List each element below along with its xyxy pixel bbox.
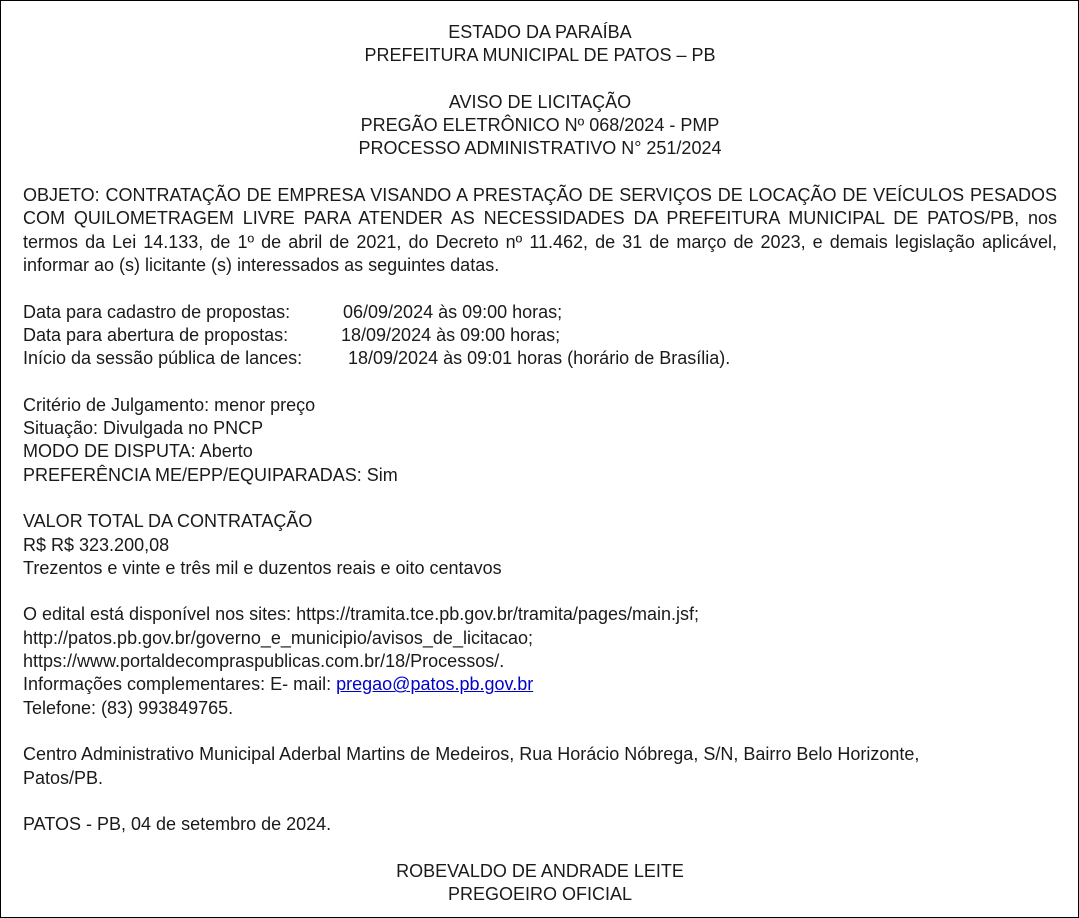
- process-number: PROCESSO ADMINISTRATIVO N° 251/2024: [358, 138, 722, 159]
- date-label: Data para abertura de propostas:: [23, 324, 289, 345]
- signature-block: [23, 860, 1057, 907]
- notice-header: [23, 21, 1057, 161]
- sites-line: O edital está disponível nos sites: https://tramita.tce.pb.gov.br/tramita/pages/main.jsf;: [23, 604, 699, 625]
- criteria-section: [23, 394, 1057, 487]
- date-value: 06/09/2024 às 09:00 horas;: [343, 301, 563, 322]
- signer-name: ROBEVALDO DE ANDRADE LEITE: [396, 860, 684, 881]
- date-row: [23, 347, 1057, 370]
- email-link[interactable]: pregao@patos.pb.gov.br: [336, 674, 534, 695]
- date-label: Data para cadastro de propostas:: [23, 301, 291, 322]
- dispute-mode: MODO DE DISPUTA: Aberto: [23, 441, 253, 462]
- judgment-criterion: Critério de Julgamento: menor preço: [23, 394, 316, 415]
- date-row: [23, 324, 1057, 347]
- state-title: ESTADO DA PARAÍBA: [448, 22, 632, 42]
- address-line-2: Patos/PB.: [23, 767, 104, 788]
- preference: PREFERÊNCIA ME/EPP/EQUIPARADAS: Sim: [23, 464, 398, 485]
- value-section: [23, 510, 1057, 580]
- phone: Telefone: (83) 993849765.: [23, 697, 234, 718]
- site-link-2: http://patos.pb.gov.br/governo_e_municipio/avisos_de_licitacao;: [23, 627, 533, 648]
- city-hall-title: PREFEITURA MUNICIPAL DE PATOS – PB: [364, 45, 716, 66]
- auction-number: PREGÃO ELETRÔNICO Nº 068/2024 - PMP: [360, 115, 720, 136]
- value-amount: R$ R$ 323.200,08: [23, 534, 170, 555]
- date-label: Início da sessão pública de lances:: [23, 348, 303, 369]
- contact-section: [23, 603, 1057, 719]
- dates-section: [23, 301, 1057, 371]
- info-line: [23, 673, 1057, 696]
- value-heading: VALOR TOTAL DA CONTRATAÇÃO: [23, 511, 313, 532]
- address-line-1: Centro Administrativo Municipal Aderbal Martins de Medeiros, Rua Horácio Nóbrega, S/N, Bairro Belo Horizonte,: [23, 744, 920, 765]
- date-value: 18/09/2024 às 09:01 horas (horário de Brasília).: [348, 348, 731, 369]
- objeto-paragraph: OBJETO: CONTRATAÇÃO DE EMPRESA VISANDO A PRESTAÇÃO DE SERVIÇOS DE LOCAÇÃO DE VEÍCULOS PESADOS COM QUILOMETRAGEM LIVRE PARA ATENDER AS NECESSIDADES DA PREFEITURA MUNICIPAL DE PATOS/PB, nos termos da Lei 14.133, de 1º de abril de 2021, do Decreto nº 11.462, de 31 de março de 2023, e demais legislação aplicável, informar ao (s) licitante (s) interessados as seguintes datas.: [23, 185, 1057, 275]
- notice-title: AVISO DE LICITAÇÃO: [448, 91, 632, 112]
- info-prefix: Informações complementares: E- mail:: [23, 674, 332, 695]
- signer-role: PREGOEIRO OFICIAL: [447, 883, 633, 904]
- date-place: PATOS - PB, 04 de setembro de 2024.: [23, 814, 332, 835]
- value-words: Trezentos e vinte e três mil e duzentos reais e oito centavos: [23, 557, 502, 578]
- situation: Situação: Divulgada no PNCP: [23, 418, 264, 439]
- site-link-3: https://www.portaldecompraspublicas.com.br/18/Processos/.: [23, 651, 505, 672]
- address-section: [23, 743, 1057, 790]
- date-row: [23, 301, 1057, 324]
- date-value: 18/09/2024 às 09:00 horas;: [341, 324, 561, 345]
- notice-document: [23, 21, 1057, 906]
